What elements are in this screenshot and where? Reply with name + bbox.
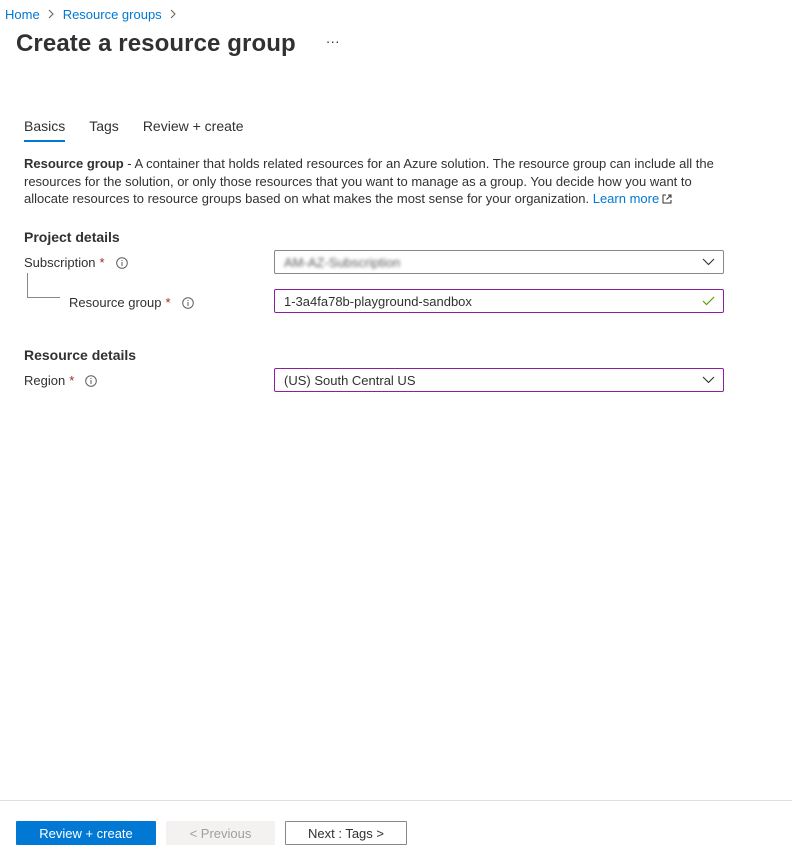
resource-group-label-row	[69, 295, 194, 310]
info-icon[interactable]	[85, 375, 97, 387]
chevron-down-icon	[693, 258, 723, 266]
region-label-row	[24, 373, 97, 388]
subscription-dropdown[interactable]	[274, 250, 724, 274]
page-title: Create a resource group	[16, 30, 296, 57]
region-value: (US) South Central US	[284, 372, 416, 388]
learn-more-label: Learn more	[592, 191, 660, 206]
more-options-button[interactable]: ···	[325, 33, 340, 49]
subscription-value: AM-AZ-Subscription	[284, 254, 401, 270]
footer-divider	[0, 800, 792, 801]
tab-basics[interactable]: Basics	[24, 116, 65, 142]
title-row	[16, 30, 344, 58]
breadcrumb-resource-groups-link[interactable]: Resource groups	[62, 6, 162, 22]
description-lead: Resource group	[24, 156, 124, 171]
wizard-tabs	[24, 116, 268, 142]
required-marker: *	[165, 295, 171, 310]
breadcrumb-home-link[interactable]: Home	[5, 6, 40, 22]
external-link-icon	[662, 191, 672, 209]
region-dropdown[interactable]	[274, 368, 724, 392]
tab-tags[interactable]: Tags	[89, 118, 119, 134]
resource-group-value: 1-3a4fa78b-playground-sandbox	[284, 293, 472, 309]
resource-group-label: Resource group	[69, 295, 162, 310]
tab-review-create[interactable]: Review + create	[142, 118, 244, 134]
required-marker: *	[99, 255, 105, 270]
description-text: - A container that holds related resources for an Azure solution. The resource group can include all the resources for the solution, or only those resources that you want to manage as a group. You decide how you want to allocate resources to resource groups based on what makes the most sense for your organization.	[24, 156, 714, 206]
previous-button[interactable]: < Previous	[166, 821, 275, 845]
info-icon[interactable]	[182, 297, 194, 309]
info-icon[interactable]	[116, 257, 128, 269]
resource-group-input[interactable]	[274, 289, 724, 313]
resource-group-description	[24, 155, 736, 209]
learn-more-link[interactable]	[593, 191, 672, 206]
breadcrumb	[5, 5, 185, 23]
chevron-right-icon	[48, 9, 54, 19]
next-tags-button[interactable]: Next : Tags >	[285, 821, 407, 845]
tree-connector	[27, 273, 60, 298]
review-create-button[interactable]: Review + create	[16, 821, 156, 845]
checkmark-icon	[693, 296, 723, 306]
project-details-heading: Project details	[24, 229, 120, 245]
chevron-right-icon	[170, 9, 176, 19]
region-label: Region	[24, 373, 66, 388]
subscription-label: Subscription	[24, 255, 96, 270]
chevron-down-icon	[693, 376, 723, 384]
required-marker: *	[69, 373, 75, 388]
subscription-label-row	[24, 255, 128, 270]
resource-details-heading: Resource details	[24, 347, 137, 363]
